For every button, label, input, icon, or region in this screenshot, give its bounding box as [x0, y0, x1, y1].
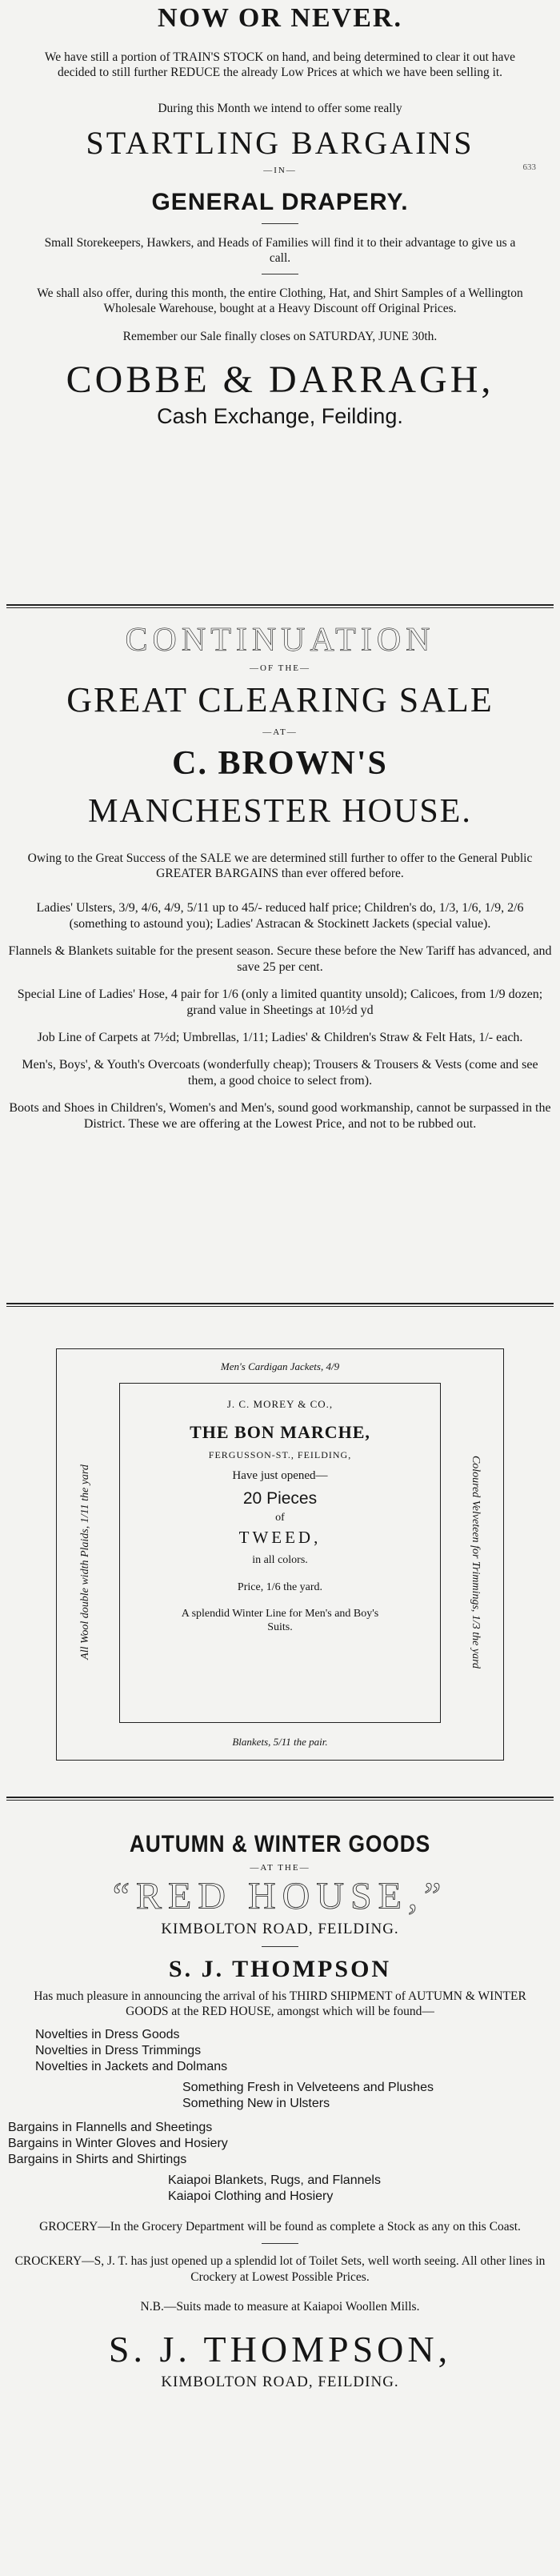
ad4-list-item: Something Fresh in Velveteens and Plushes: [182, 2081, 434, 2094]
ad4-list-item: Bargains in Winter Gloves and Hosiery: [8, 2137, 228, 2150]
ad3-street: FERGUSSON-ST., FEILDING,: [208, 1449, 352, 1460]
advert-bon-marche: [56, 1348, 504, 1761]
ad4-intro: Has much pleasure in announcing the arrival of his THIRD SHIPMENT of AUTUMN & WINTER GOODS at the RED HOUSE, amongst which will be found—: [34, 1989, 526, 2018]
ad2-owing: Owing to the Great Success of the SALE we are determined still further to offer to the General Public GREATER BARGAINS than ever offered before.: [27, 851, 533, 880]
ad4-list2: [182, 2080, 560, 2112]
ad2-continuation: CONTINUATION: [125, 622, 435, 659]
ad2-sale: GREAT CLEARING SALE: [66, 680, 494, 719]
advert-s-j-thompson: [0, 1829, 560, 2391]
ad4-sig: S. J. THOMPSON,: [108, 2329, 452, 2370]
ad1-during: During this Month we intend to offer some really: [158, 102, 402, 115]
ad4-list-item: Kaiapoi Clothing and Hosiery: [168, 2189, 334, 2203]
ad2-item-text: Boots and Shoes in Children's, Women's and Men's, sound good workmanship, cannot be surpassed in the District. These we are offering at the Lowest Price, and not to be rubbed out.: [9, 1101, 551, 1131]
ad2-of-the: —OF THE—: [250, 663, 310, 673]
ad4-sig-road: KIMBOLTON ROAD, FEILDING.: [161, 2374, 399, 2390]
column-rule-2: [6, 1303, 554, 1307]
ad3-top: Men's Cardigan Jackets, 4/9: [220, 1360, 340, 1372]
ad4-road: KIMBOLTON ROAD, FEILDING.: [161, 1921, 399, 1937]
ad2-item-text: Flannels & Blankets suitable for the present season. Secure these before the New Tariff has advanced, and save 25 per cent.: [8, 944, 552, 974]
ad4-divider-2: [262, 2243, 298, 2244]
ad3-firm: J. C. MOREY & CO.,: [226, 1398, 334, 1410]
ad2-item: [6, 1057, 554, 1089]
ad2-item: [6, 1100, 554, 1132]
ad3-winter: A splendid Winter Line for Men's and Boy's Suits.: [181, 1608, 379, 1633]
column-rule-1: [6, 604, 554, 608]
ad3-left: All Wool double width Plaids, 1/11 the yard: [79, 1464, 91, 1660]
ad1-in: —IN—: [263, 166, 297, 175]
ad2-item-text: Ladies' Ulsters, 3/9, 4/6, 4/9, 5/11 up to 45/- reduced half price; Children's do, 1/3, 1/6, 1/9, 2/6 (something to astound you); Ladies' Astracan & Stockinett Jackets (special value).: [36, 901, 524, 931]
ad4-list-item: Bargains in Shirts and Shirtings: [8, 2153, 187, 2166]
ad4-red: “RED HOUSE,”: [112, 1875, 448, 1917]
ad3-bottom: Blankets, 5/11 the pair.: [232, 1736, 328, 1748]
advert-c-browns: [0, 620, 560, 1132]
ad4-list-item: Novelties in Dress Goods: [35, 2028, 180, 2041]
ad1-divider: [262, 223, 298, 224]
ad4-firm: S. J. THOMPSON: [168, 1956, 392, 1982]
ad4-nb: N.B.—Suits made to measure at Kaiapoi Woollen Mills.: [140, 2300, 420, 2314]
ad1-storekeepers: Small Storekeepers, Hawkers, and Heads of Families will find it to their advantage to give us a call.: [44, 236, 516, 265]
ad1-offer: We shall also offer, during this month, the entire Clothing, Hat, and Shirt Samples of a Wellington Wholesale Warehouse, bought at a Heavy Discount off Original Prices.: [37, 286, 523, 315]
ad2-item-text: Men's, Boys', & Youth's Overcoats (wonderfully cheap); Trousers & Trousers & Vests (come and see them, a good choice to select from).: [22, 1058, 538, 1088]
ad2-house: MANCHESTER HOUSE.: [88, 793, 472, 830]
ad3-colors: in all colors.: [252, 1554, 308, 1566]
ad4-divider: [262, 1946, 298, 1947]
ad1-remember: Remember our Sale finally closes on SATURDAY, JUNE 30th.: [122, 330, 438, 343]
ad2-item: [6, 1030, 554, 1046]
ad3-of: of: [275, 1512, 285, 1524]
ad4-grocery: GROCERY—In the Grocery Department will be found as complete a Stock as any on this Coast.: [39, 2220, 521, 2233]
ad2-item: [6, 987, 554, 1019]
ad3-inner-box: [119, 1383, 441, 1723]
ad1-bargains: STARTLING BARGAINS: [86, 125, 474, 161]
ad1-place: Cash Exchange, Feilding.: [157, 404, 403, 428]
ad1-intro: We have still a portion of TRAIN'S STOCK on hand, and being determined to clear it out have decided to still further REDUCE the already Low Prices at which we have been selling it.: [44, 50, 516, 79]
ad4-title: AUTUMN & WINTER GOODS: [129, 1831, 431, 1857]
column-rule-3: [6, 1797, 554, 1801]
ad4-list-item: Something New in Ulsters: [182, 2097, 330, 2110]
ad3-price: Price, 1/6 the yard.: [237, 1581, 323, 1593]
ad2-item: [6, 900, 554, 932]
ad4-list-item: Novelties in Jackets and Dolmans: [35, 2060, 228, 2073]
ad2-item-text: Special Line of Ladies' Hose, 4 pair for 1/6 (only a limited quantity unsold); Calicoes, from 1/9 dozen; grand value in Sheetings at 10½d yd: [17, 988, 543, 1017]
ad4-crockery: CROCKERY—S, J. T. has just opened up a splendid lot of Toilet Sets, well worth seeing. All other lines in Crockery at Lowest Possible Prices.: [14, 2254, 546, 2284]
ad3-tweed: TWEED,: [238, 1528, 322, 1547]
ad3-store: THE BON MARCHE,: [190, 1422, 370, 1442]
ad3-opened: Have just opened—: [232, 1469, 328, 1482]
ad1-heading: NOW OR NEVER.: [158, 3, 402, 33]
ad4-list1: [35, 2027, 560, 2075]
ad2-item: [6, 943, 554, 976]
ad3-right: Coloured Velveteen for Trimmings, 1/3 the yard: [470, 1455, 482, 1669]
ad1-firm: COBBE & DARRAGH,: [66, 359, 494, 401]
ad3-qty: 20 Pieces: [242, 1489, 318, 1508]
ad4-list-item: Kaiapoi Blankets, Rugs, and Flannels: [168, 2173, 381, 2187]
ad2-item-text: Job Line of Carpets at 7½d; Umbrellas, 1/11; Ladies' & Children's Straw & Felt Hats, 1/- each.: [37, 1031, 523, 1044]
ad2-at: —AT—: [262, 727, 298, 737]
ad1-side-mark: 633: [522, 162, 536, 172]
advert-cobbe-darragh: [0, 0, 560, 429]
ad2-firm: C. BROWN'S: [172, 745, 388, 782]
ad4-list3: [8, 2120, 560, 2168]
ad4-list-item: Bargains in Flannells and Sheetings: [8, 2121, 213, 2134]
ad1-drapery: GENERAL DRAPERY.: [151, 189, 409, 215]
ad4-list-item: Novelties in Dress Trimmings: [35, 2044, 202, 2057]
ad4-at: —AT THE—: [250, 1863, 310, 1873]
ad4-list4: [168, 2173, 560, 2205]
